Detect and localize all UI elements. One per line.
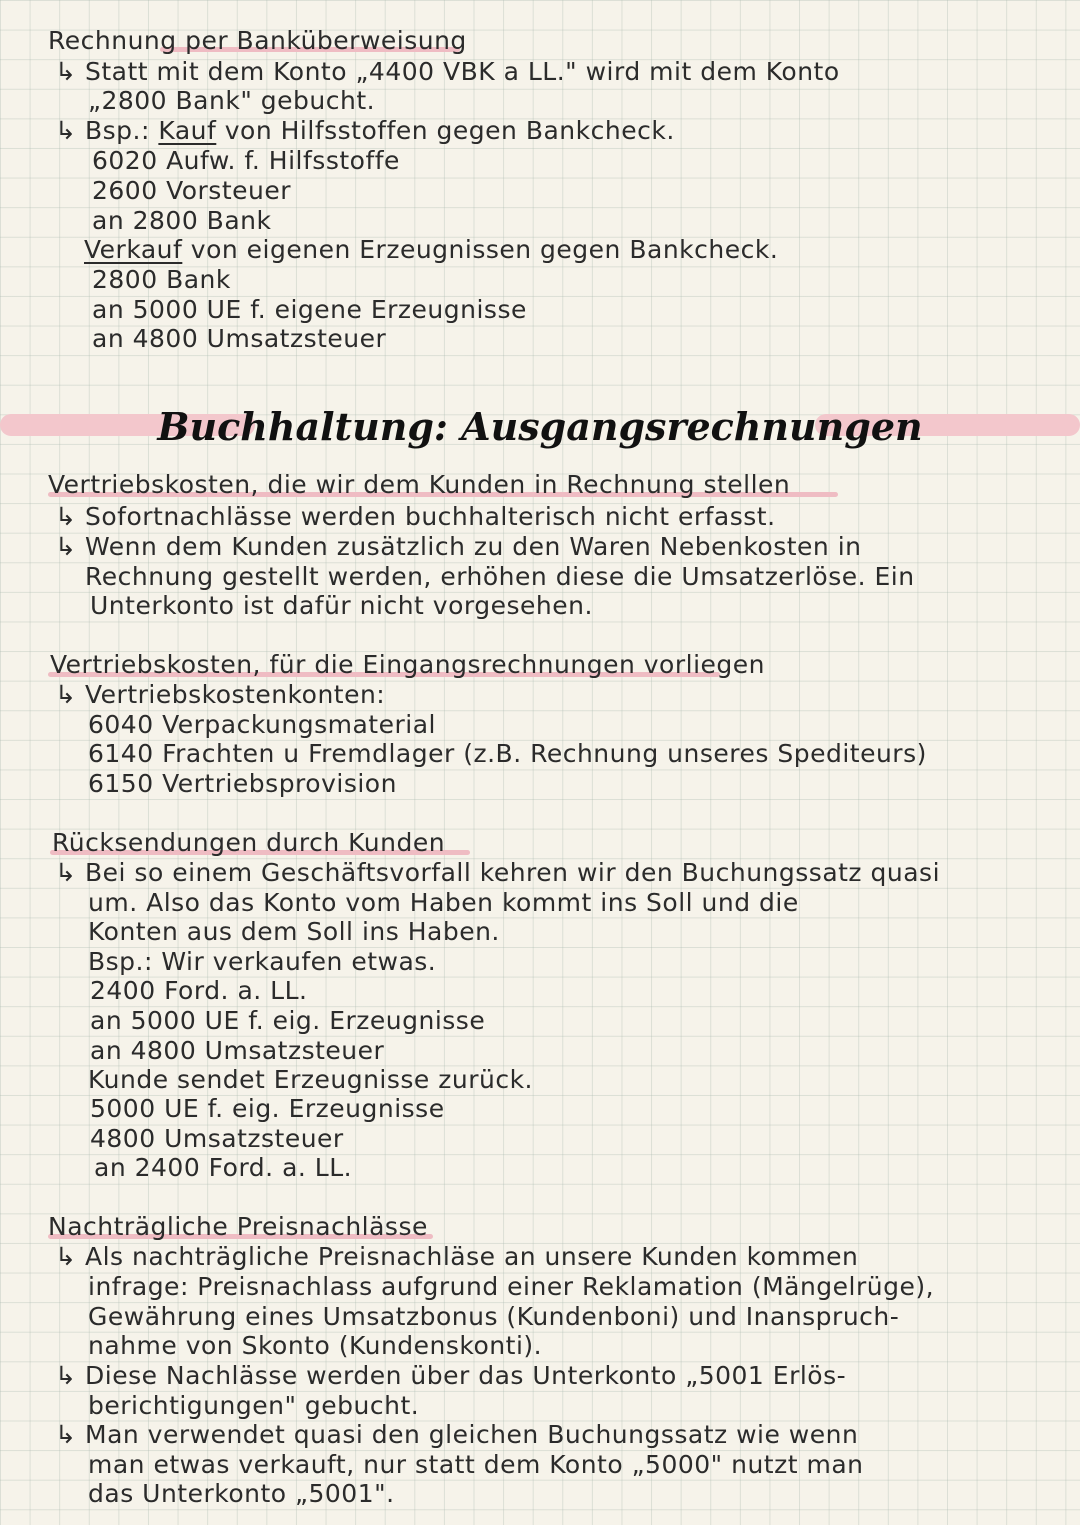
note-line: ↳ Statt mit dem Konto „4400 VBK a LL." wird mit dem Konto	[55, 57, 840, 86]
account-entry: 6040 Verpackungsmaterial	[88, 710, 436, 739]
page-title: Buchhaltung: Ausgangsrechnungen	[157, 404, 923, 449]
note-line: Verkauf von eigenen Erzeugnissen gegen Bankcheck.	[84, 235, 779, 264]
note-line: ↳ Bei so einem Geschäftsvorfall kehren wir den Buchungssatz quasi	[55, 858, 941, 887]
booking-entry: 2400 Ford. a. LL.	[90, 976, 308, 1005]
note-line: das Unterkonto „5001".	[88, 1479, 395, 1508]
note-line: ↳ Sofortnachlässe werden buchhalterisch nicht erfasst.	[55, 502, 776, 531]
note-line: Kunde sendet Erzeugnisse zurück.	[88, 1065, 534, 1094]
arrow-icon: ↳	[55, 116, 77, 145]
booking-entry: an 4800 Umsatzsteuer	[92, 324, 387, 353]
booking-entry: an 5000 UE f. eigene Erzeugnisse	[92, 295, 527, 324]
note-line: nahme von Skonto (Kundenskonti).	[88, 1331, 543, 1360]
note-line: ↳ Als nachträgliche Preisnachläse an unsere Kunden kommen	[55, 1242, 859, 1271]
section-heading-vertriebskosten-kunden: Vertriebskosten, die wir dem Kunden in Rechnung stellen	[48, 470, 791, 499]
note-line: infrage: Preisnachlass aufgrund einer Reklamation (Mängelrüge),	[88, 1272, 935, 1301]
note-line: ↳ Vertriebskostenkonten:	[55, 680, 386, 709]
section-heading-vertriebskosten-eingang: Vertriebskosten, für die Eingangsrechnungen vorliegen	[50, 650, 765, 679]
note-line: man etwas verkauft, nur statt dem Konto „5000" nutzt man	[88, 1450, 864, 1479]
note-line: ↳ Wenn dem Kunden zusätzlich zu den Waren Nebenkosten in	[55, 532, 862, 561]
arrow-icon: ↳	[55, 680, 77, 709]
note-line: berichtigungen" gebucht.	[88, 1391, 420, 1420]
note-line: Gewährung eines Umsatzbonus (Kundenboni) und Inanspruch-	[88, 1302, 900, 1331]
booking-entry: 4800 Umsatzsteuer	[90, 1124, 344, 1153]
note-line: Rechnung gestellt werden, erhöhen diese die Umsatzerlöse. Ein	[85, 562, 915, 591]
booking-entry: an 5000 UE f. eig. Erzeugnisse	[90, 1006, 486, 1035]
section-heading-bankueberweisung: Rechnung per Banküberweisung	[48, 26, 467, 55]
booking-entry: an 2400 Ford. a. LL.	[94, 1153, 353, 1182]
section-heading-ruecksendungen: Rücksendungen durch Kunden	[52, 828, 446, 857]
arrow-icon: ↳	[55, 57, 77, 86]
note-line: ↳ Man verwendet quasi den gleichen Buchungssatz wie wenn	[55, 1420, 859, 1449]
booking-entry: an 4800 Umsatzsteuer	[90, 1036, 385, 1065]
booking-entry: 6020 Aufw. f. Hilfsstoffe	[92, 146, 400, 175]
account-entry: 6150 Vertriebsprovision	[88, 769, 397, 798]
account-entry: 6140 Frachten u Fremdlager (z.B. Rechnung unseres Spediteurs)	[88, 739, 927, 768]
arrow-icon: ↳	[55, 502, 77, 531]
booking-entry: 5000 UE f. eig. Erzeugnisse	[90, 1094, 445, 1123]
arrow-icon: ↳	[55, 532, 77, 561]
note-line: „2800 Bank" gebucht.	[88, 86, 376, 115]
note-line: Konten aus dem Soll ins Haben.	[88, 917, 500, 946]
note-line: um. Also das Konto vom Haben kommt ins Soll und die	[88, 888, 799, 917]
booking-entry: 2800 Bank	[92, 265, 231, 294]
arrow-icon: ↳	[55, 858, 77, 887]
note-line: Bsp.: Wir verkaufen etwas.	[88, 947, 437, 976]
note-line: Unterkonto ist dafür nicht vorgesehen.	[90, 591, 593, 620]
note-line: ↳ Diese Nachlässe werden über das Unterkonto „5001 Erlös-	[55, 1361, 847, 1390]
booking-entry: an 2800 Bank	[92, 206, 272, 235]
note-line: ↳ Bsp.: Kauf von Hilfsstoffen gegen Bankcheck.	[55, 116, 675, 145]
arrow-icon: ↳	[55, 1361, 77, 1390]
arrow-icon: ↳	[55, 1242, 77, 1271]
booking-entry: 2600 Vorsteuer	[92, 176, 292, 205]
section-heading-preisnachlaesse: Nachträgliche Preisnachlässe	[48, 1212, 428, 1241]
arrow-icon: ↳	[55, 1420, 77, 1449]
